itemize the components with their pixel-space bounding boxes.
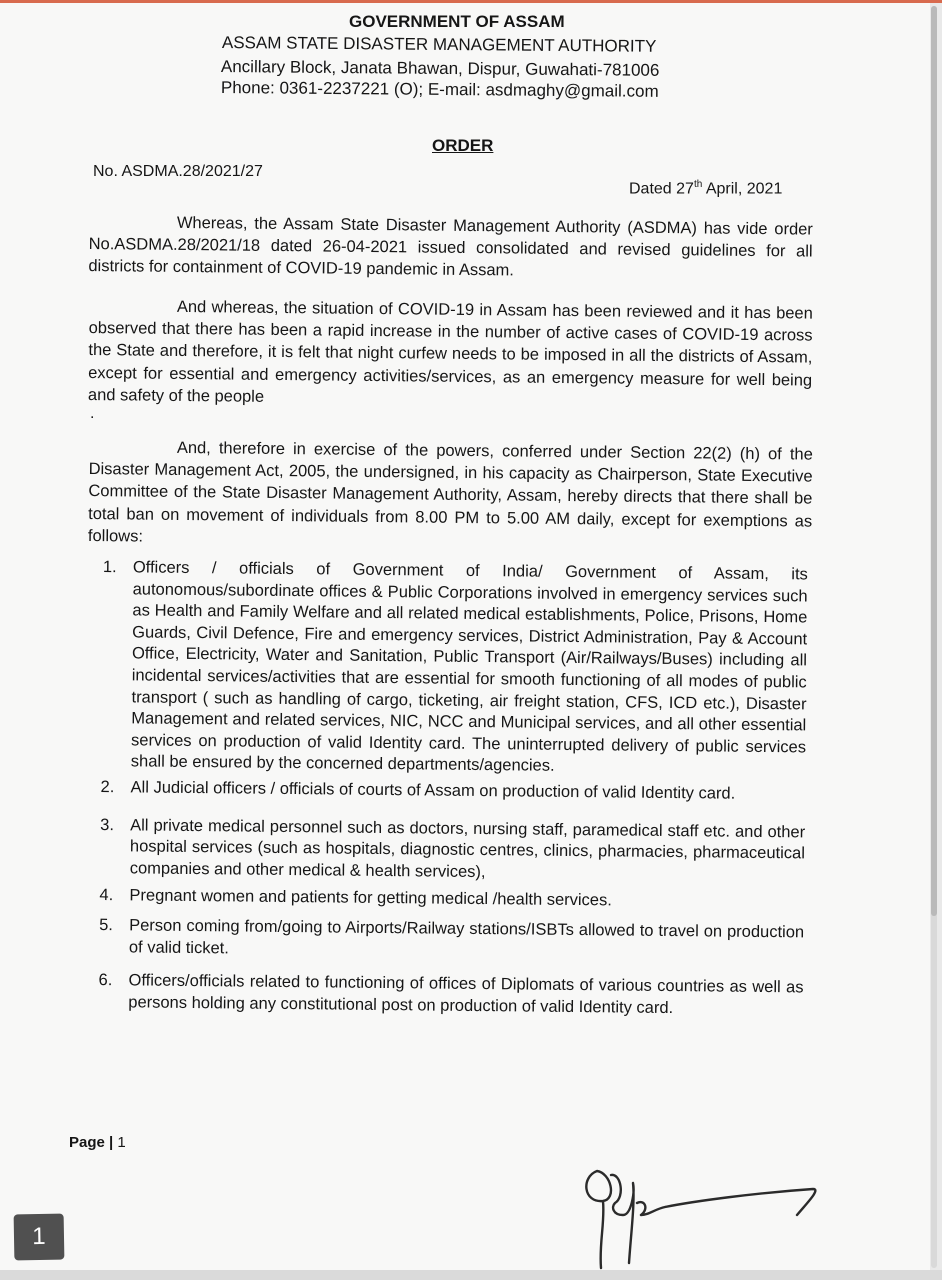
letterhead-government: GOVERNMENT OF ASSAM xyxy=(349,12,565,31)
paragraph-and-whereas: And whereas, the situation of COVID-19 in Assam has been reviewed and it has been observed that there has been a rapid increase in the number of active cases of COVID-19 across the State and therefore, it is felt that night curfew needs to be imposed in all the districts of Assam, except for essential and emergency activities/services, as an emergency measure for well being and safety of the people xyxy=(87,297,813,406)
exemption-item: 2. All Judicial officers / officials of courts of Assam on production of valid Identity card. xyxy=(100,777,736,803)
page-indicator-badge[interactable]: 1 xyxy=(14,1214,65,1261)
viewer-bottom-strip xyxy=(0,1270,942,1280)
document-page xyxy=(0,3,930,1270)
scrollbar-thumb[interactable] xyxy=(931,6,937,916)
signature-mark xyxy=(575,1163,835,1270)
paragraph-whereas: Whereas, the Assam State Disaster Management Authority (ASDMA) has vide order No.ASDMA.28/2021/18 dated 26-04-2021 issued consolidated and revised guidelines for all districts for containment of COVID-19 pandemic in Assam. xyxy=(88,213,813,280)
exemption-item: 3. All private medical personnel such as doctors, nursing staff, paramedical staff etc. and other hospital services (such as hospitals, diagnostic centres, clinics, pharmacies, pharmaceutical companies and other medical & health services), xyxy=(100,815,806,881)
order-number: No. ASDMA.28/2021/27 xyxy=(93,163,263,180)
exemption-item: 5. Person coming from/going to Airports/Railway stations/ISBTs allowed to travel on production of valid ticket. xyxy=(99,915,805,957)
letterhead-address: Ancillary Block, Janata Bhawan, Dispur, Guwahati-781006 xyxy=(220,57,660,80)
paragraph-therefore: And, therefore in exercise of the powers, conferred under Section 22(2) (h) of the Disaster Management Act, 2005, the undersigned, in his capacity as Chairperson, State Executive Committee of the State Disaster Management Authority, Assam, hereby directs that there shall be total ban on movement of individuals from 8.00 PM to 5.00 AM daily, except for exemptions as follows: xyxy=(87,438,813,546)
exemption-item: 1. Officers / officials of Government of India/ Government of Assam, its autonomous/subordinate offices & Public Corporations involved in emergency services such as Health and Family Welfare and all related medical establishments, Police, Prisons, Home Guards, Civil Defence, Fire and emergency services, District Administration, Pay & Account Office, Electricity, Water and Sanitation, Public Transport (Air/Railways/Buses) including all incidental services/activities that are essential for smooth functioning of all modes of public transport ( such as handling of cargo, ticketing, air freight station, CFS, ICD etc.), Disaster Management and related services, NIC, NCC and Municipal services, and all other essential services on production of valid Identity card. The uninterrupted delivery of public services shall be ensured by the concerned departments/agencies. xyxy=(102,558,808,776)
stray-mark: . xyxy=(90,405,95,422)
exemption-item: 4. Pregnant women and patients for getting medical /health services. xyxy=(99,886,612,910)
letterhead-authority: ASSAM STATE DISASTER MANAGEMENT AUTHORITY xyxy=(221,33,657,56)
letterhead-contact: Phone: 0361-2237221 (O); E-mail: asdmaghy@gmail.com xyxy=(220,78,659,101)
order-title: ORDER xyxy=(432,136,494,155)
order-date: Dated 27th April, 2021 xyxy=(629,179,783,198)
page-footer: Page | 1 xyxy=(69,1134,126,1151)
exemption-item: 6. Officers/officials related to functioning of offices of Diplomats of various countries as well as persons holding any constitutional post on production of valid Identity card. xyxy=(98,971,804,1017)
exemptions-list xyxy=(94,557,808,1021)
